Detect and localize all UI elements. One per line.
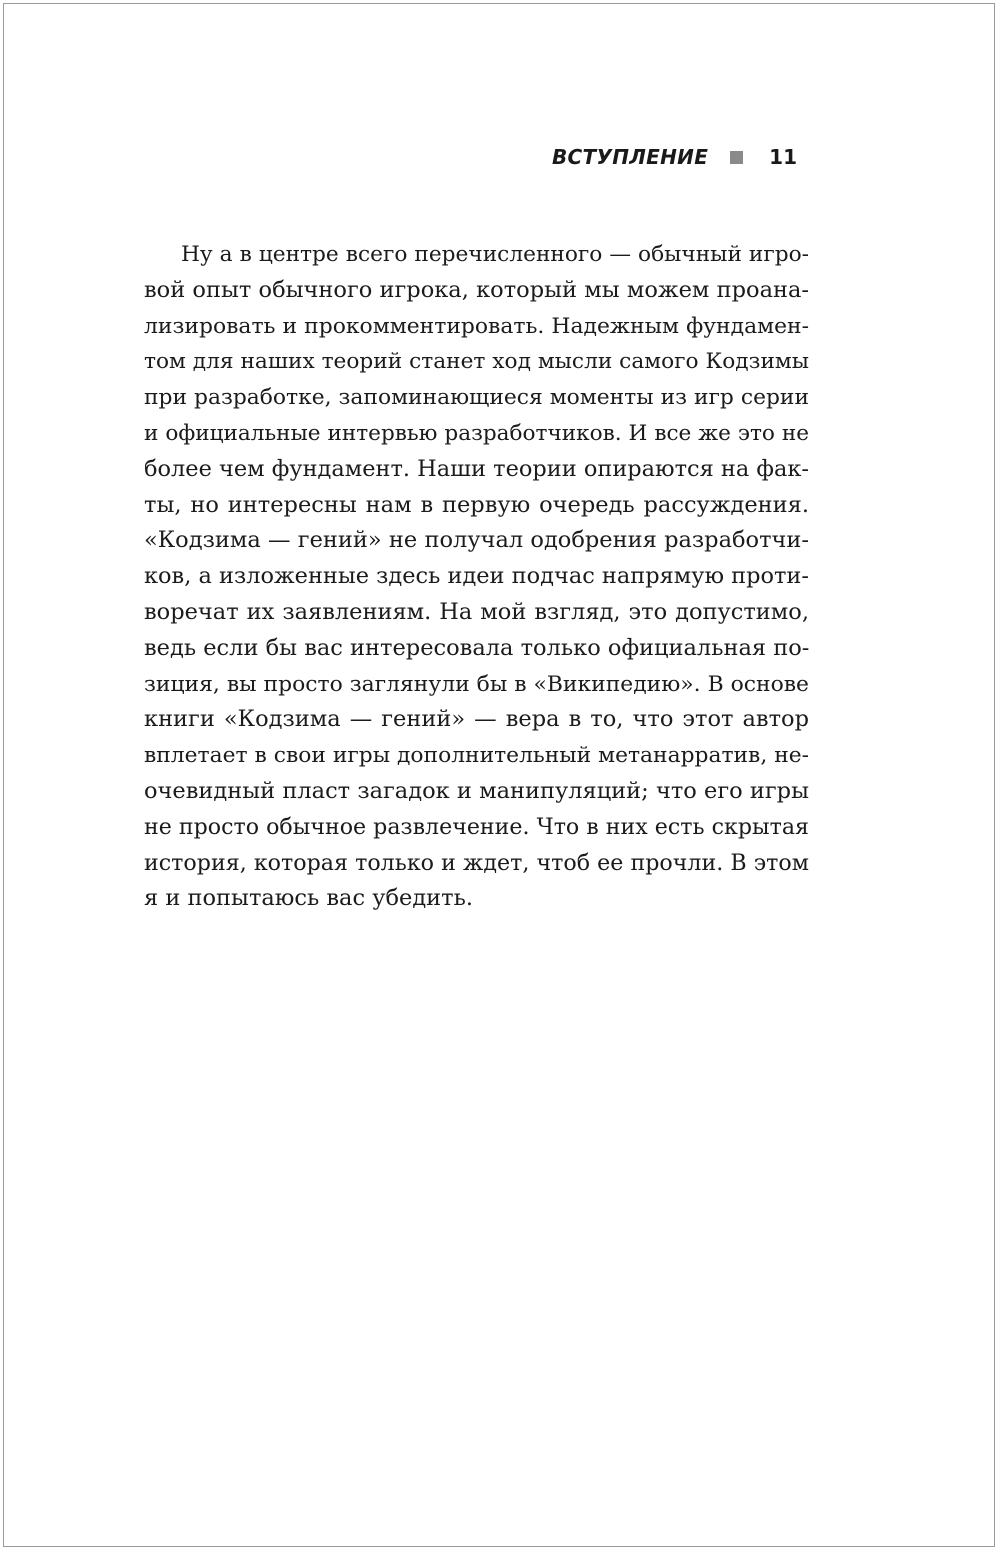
text-line: зиция, вы просто заглянули бы в «Википедию». В основе bbox=[144, 671, 809, 697]
text-line: воречат их заявлениям. На мой взгляд, это допустимо, bbox=[144, 598, 809, 625]
text-line: более чем фундамент. Наши теории опираются на фак- bbox=[144, 455, 809, 482]
text-line: я и попытаюсь вас убедить. bbox=[144, 885, 474, 912]
text-line: ков, а изложенные здесь идеи подчас напрямую проти- bbox=[144, 563, 809, 590]
square-marker-icon bbox=[730, 151, 743, 164]
text-line: очевидный пласт загадок и манипуляций; что его игры bbox=[144, 777, 809, 804]
text-line: том для наших теорий станет ход мысли самого Кодзимы bbox=[144, 349, 809, 375]
running-header bbox=[552, 145, 797, 169]
text-line: «Кодзима — гений» не получал одобрения разработчи- bbox=[144, 527, 809, 554]
text-line: при разработке, запоминающиеся моменты из игр серии bbox=[144, 385, 809, 411]
text-line: книги «Кодзима — гений» — вера в то, что этот автор bbox=[144, 706, 809, 733]
text-line: история, которая только и ждет, чтоб ее прочли. В этом bbox=[144, 849, 809, 876]
text-line: лизировать и прокомментировать. Надежным фундамен- bbox=[144, 313, 809, 339]
text-line: вплетает в свои игры дополнительный метанарратив, не- bbox=[144, 743, 809, 769]
text-line: ты, но интересны нам в первую очередь рассуждения. bbox=[144, 491, 809, 518]
body-paragraph bbox=[144, 237, 809, 917]
text-line: Ну а в центре всего перечисленного — обычный игро- bbox=[181, 242, 809, 267]
page bbox=[3, 3, 995, 1547]
page-number: 11 bbox=[769, 145, 797, 169]
section-title: ВСТУПЛЕНИЕ bbox=[552, 145, 709, 169]
text-line: не просто обычное развлечение. Что в них есть скрытая bbox=[144, 813, 809, 840]
text-line: вой опыт обычного игрока, который мы можем проана- bbox=[144, 276, 809, 303]
text-line: и официальные интервью разработчиков. И все же это не bbox=[144, 420, 809, 446]
text-line: ведь если бы вас интересовала только официальная по- bbox=[144, 634, 810, 661]
